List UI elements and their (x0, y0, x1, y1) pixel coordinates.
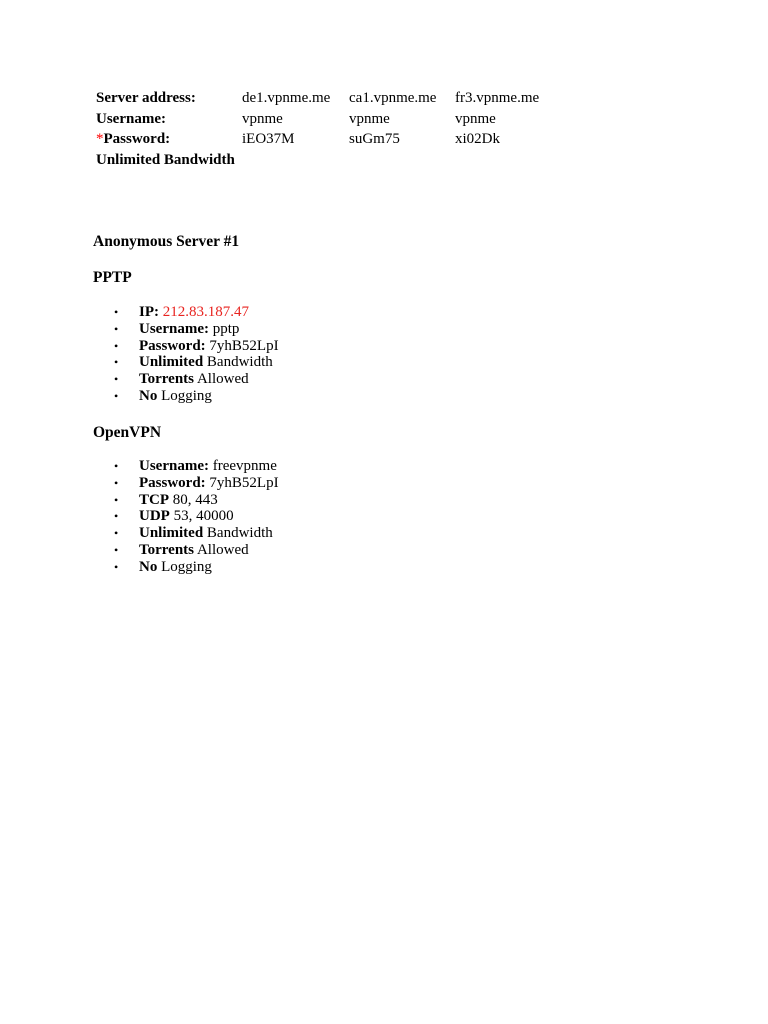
list-item (114, 388, 279, 405)
anonymous-server-title: Anonymous Server #1 (93, 233, 240, 250)
table-row-server-address (96, 88, 555, 109)
openvpn-heading: OpenVPN (93, 424, 162, 441)
list-item (114, 304, 279, 321)
username-ca1: vpnme (349, 110, 390, 127)
table-row-bandwidth (96, 150, 555, 171)
pptp-torrents-value: Allowed (194, 371, 249, 388)
required-asterisk: * (96, 131, 104, 147)
password-de1: iEO37M (242, 131, 295, 147)
table-row-username (96, 109, 555, 130)
table-row-password (96, 129, 555, 150)
list-item (114, 542, 279, 559)
list-item (114, 458, 279, 475)
openvpn-unlimited-value: Bandwidth (203, 525, 273, 542)
pptp-unlimited-value: Bandwidth (203, 354, 273, 371)
username-fr3: vpnme (455, 110, 496, 127)
username-label: Username: (96, 110, 166, 127)
list-item (114, 525, 279, 542)
pptp-logging-label: No (139, 387, 158, 404)
openvpn-udp-label: UDP (139, 508, 170, 525)
openvpn-password-value: 7yhB52LpI (205, 474, 279, 491)
openvpn-torrents-label: Torrents (139, 541, 195, 558)
list-item (114, 508, 279, 525)
list-item (114, 321, 279, 338)
openvpn-tcp-label: TCP (139, 491, 169, 508)
openvpn-logging-label: No (139, 558, 158, 575)
openvpn-logging-value: Logging (157, 558, 212, 575)
pptp-ip-value: 212.83.187.47 (159, 304, 249, 320)
pptp-password-value: 7yhB52LpI (205, 337, 279, 354)
pptp-username-label: Username: (139, 320, 209, 337)
password-ca1: suGm75 (349, 131, 400, 147)
pptp-list (114, 304, 279, 405)
server-address-ca1: ca1.vpnme.me (349, 90, 437, 106)
server-credentials-table (96, 88, 555, 170)
password-label-cell (96, 129, 242, 150)
server-address-de1: de1.vpnme.me (242, 90, 331, 106)
openvpn-username-value: freevpnme (208, 458, 277, 474)
pptp-logging-value: Logging (157, 387, 212, 404)
password-fr3: xi02Dk (455, 131, 500, 147)
pptp-username-value: pptp (208, 320, 240, 337)
pptp-ip-label: IP: (139, 304, 159, 320)
list-item (114, 338, 279, 355)
server-address-label: Server address: (96, 90, 196, 106)
openvpn-tcp-value: 80, 443 (169, 491, 218, 508)
list-item (114, 559, 279, 576)
pptp-unlimited-label: Unlimited (139, 354, 204, 371)
openvpn-unlimited-label: Unlimited (139, 525, 204, 542)
username-de1: vpnme (242, 110, 283, 127)
list-item (114, 475, 279, 492)
openvpn-torrents-value: Allowed (194, 541, 249, 558)
bandwidth-note: Unlimited Bandwidth (96, 151, 235, 168)
list-item (114, 492, 279, 509)
list-item (114, 371, 279, 388)
server-address-fr3: fr3.vpnme.me (455, 90, 540, 106)
pptp-heading: PPTP (93, 269, 132, 286)
openvpn-username-label: Username: (139, 458, 209, 474)
password-label: Password: (103, 131, 171, 147)
pptp-password-label: Password: (139, 337, 206, 354)
openvpn-udp-value: 53, 40000 (169, 508, 234, 525)
openvpn-list (114, 458, 279, 576)
openvpn-password-label: Password: (139, 474, 206, 491)
list-item (114, 354, 279, 371)
pptp-torrents-label: Torrents (139, 371, 195, 388)
